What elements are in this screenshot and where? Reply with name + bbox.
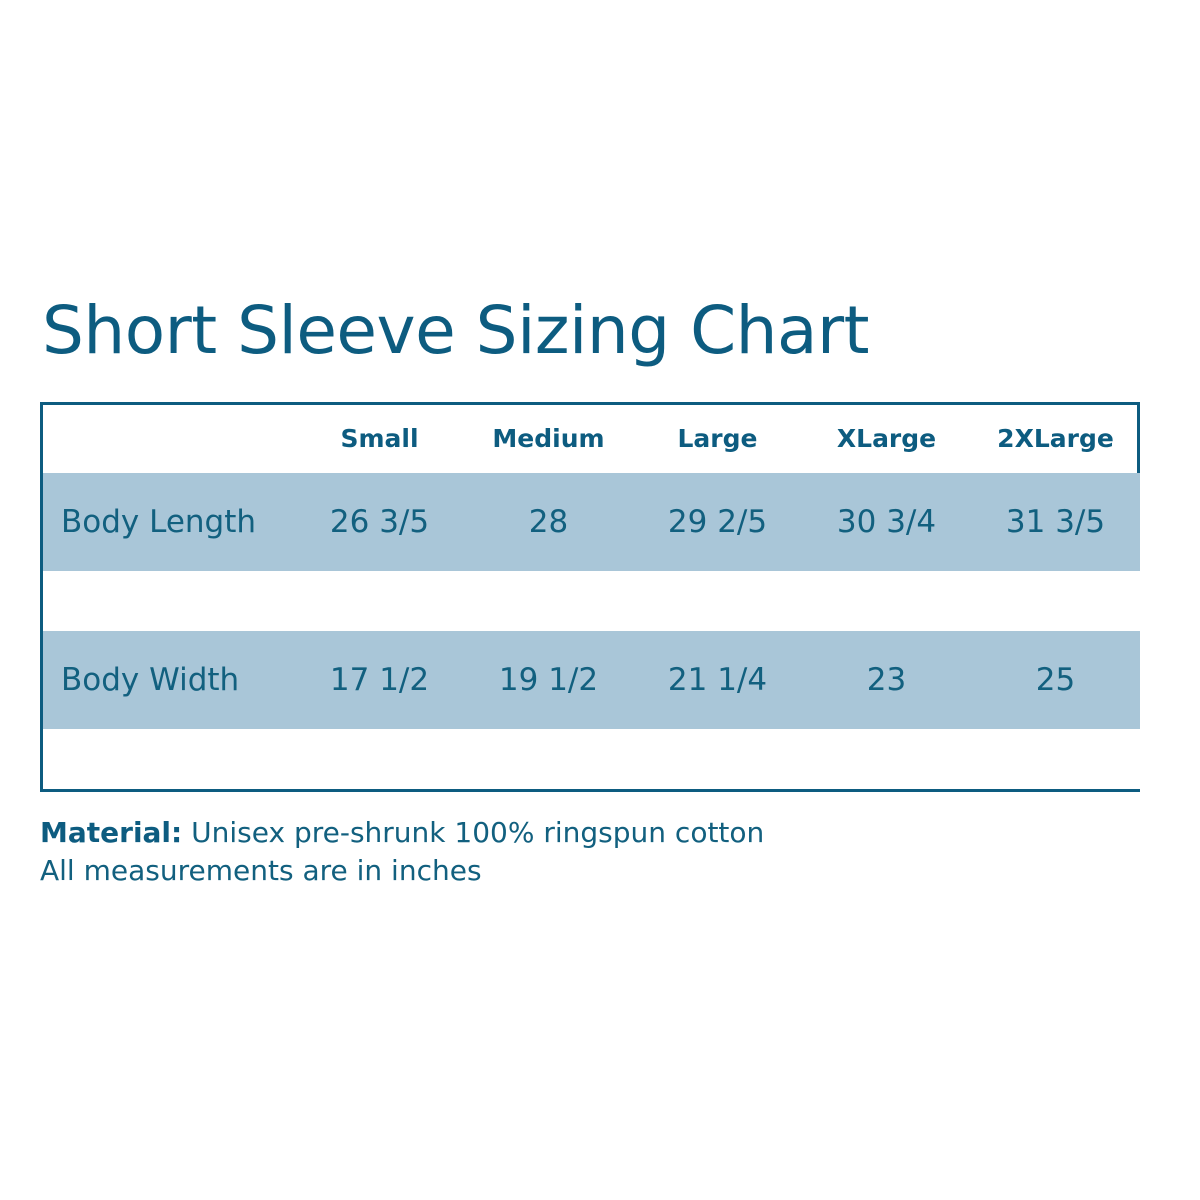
sizing-table-container xyxy=(40,402,1140,792)
chart-content xyxy=(40,292,1160,891)
table-row xyxy=(43,631,1140,729)
material-label: Material: xyxy=(40,815,183,849)
material-note xyxy=(40,814,1160,853)
cell-body-width-large: 21 1/4 xyxy=(667,661,768,698)
cell-body-length-xlarge: 30 3/4 xyxy=(836,503,937,540)
table-spacer-row xyxy=(43,571,1140,631)
cell-body-width-medium: 19 1/2 xyxy=(498,661,599,698)
cell-body-length-large: 29 2/5 xyxy=(667,503,768,540)
column-header-large: Large xyxy=(677,424,758,454)
cell-body-length-2xlarge: 31 3/5 xyxy=(1005,503,1106,540)
column-header-small: Small xyxy=(340,424,419,454)
page-title: Short Sleeve Sizing Chart xyxy=(42,292,869,369)
cell-body-width-xlarge: 23 xyxy=(866,661,907,698)
row-label-body-width: Body Width xyxy=(61,661,240,698)
table-spacer-row xyxy=(43,729,1140,789)
table-header-row xyxy=(43,405,1140,473)
table-row xyxy=(43,473,1140,571)
cell-body-length-medium: 28 xyxy=(528,503,569,540)
chart-footnotes xyxy=(40,814,1160,891)
sizing-table xyxy=(43,405,1140,789)
column-header-2xlarge: 2XLarge xyxy=(997,424,1114,454)
column-header-measurement xyxy=(43,405,295,473)
column-header-xlarge: XLarge xyxy=(836,424,937,454)
units-note: All measurements are in inches xyxy=(40,854,482,888)
cell-body-width-2xlarge: 25 xyxy=(1035,661,1076,698)
column-header-medium: Medium xyxy=(492,424,605,454)
material-value: Unisex pre-shrunk 100% ringspun cotton xyxy=(191,815,765,849)
cell-body-width-small: 17 1/2 xyxy=(329,661,430,698)
cell-body-length-small: 26 3/5 xyxy=(329,503,430,540)
row-label-body-length: Body Length xyxy=(61,503,257,540)
